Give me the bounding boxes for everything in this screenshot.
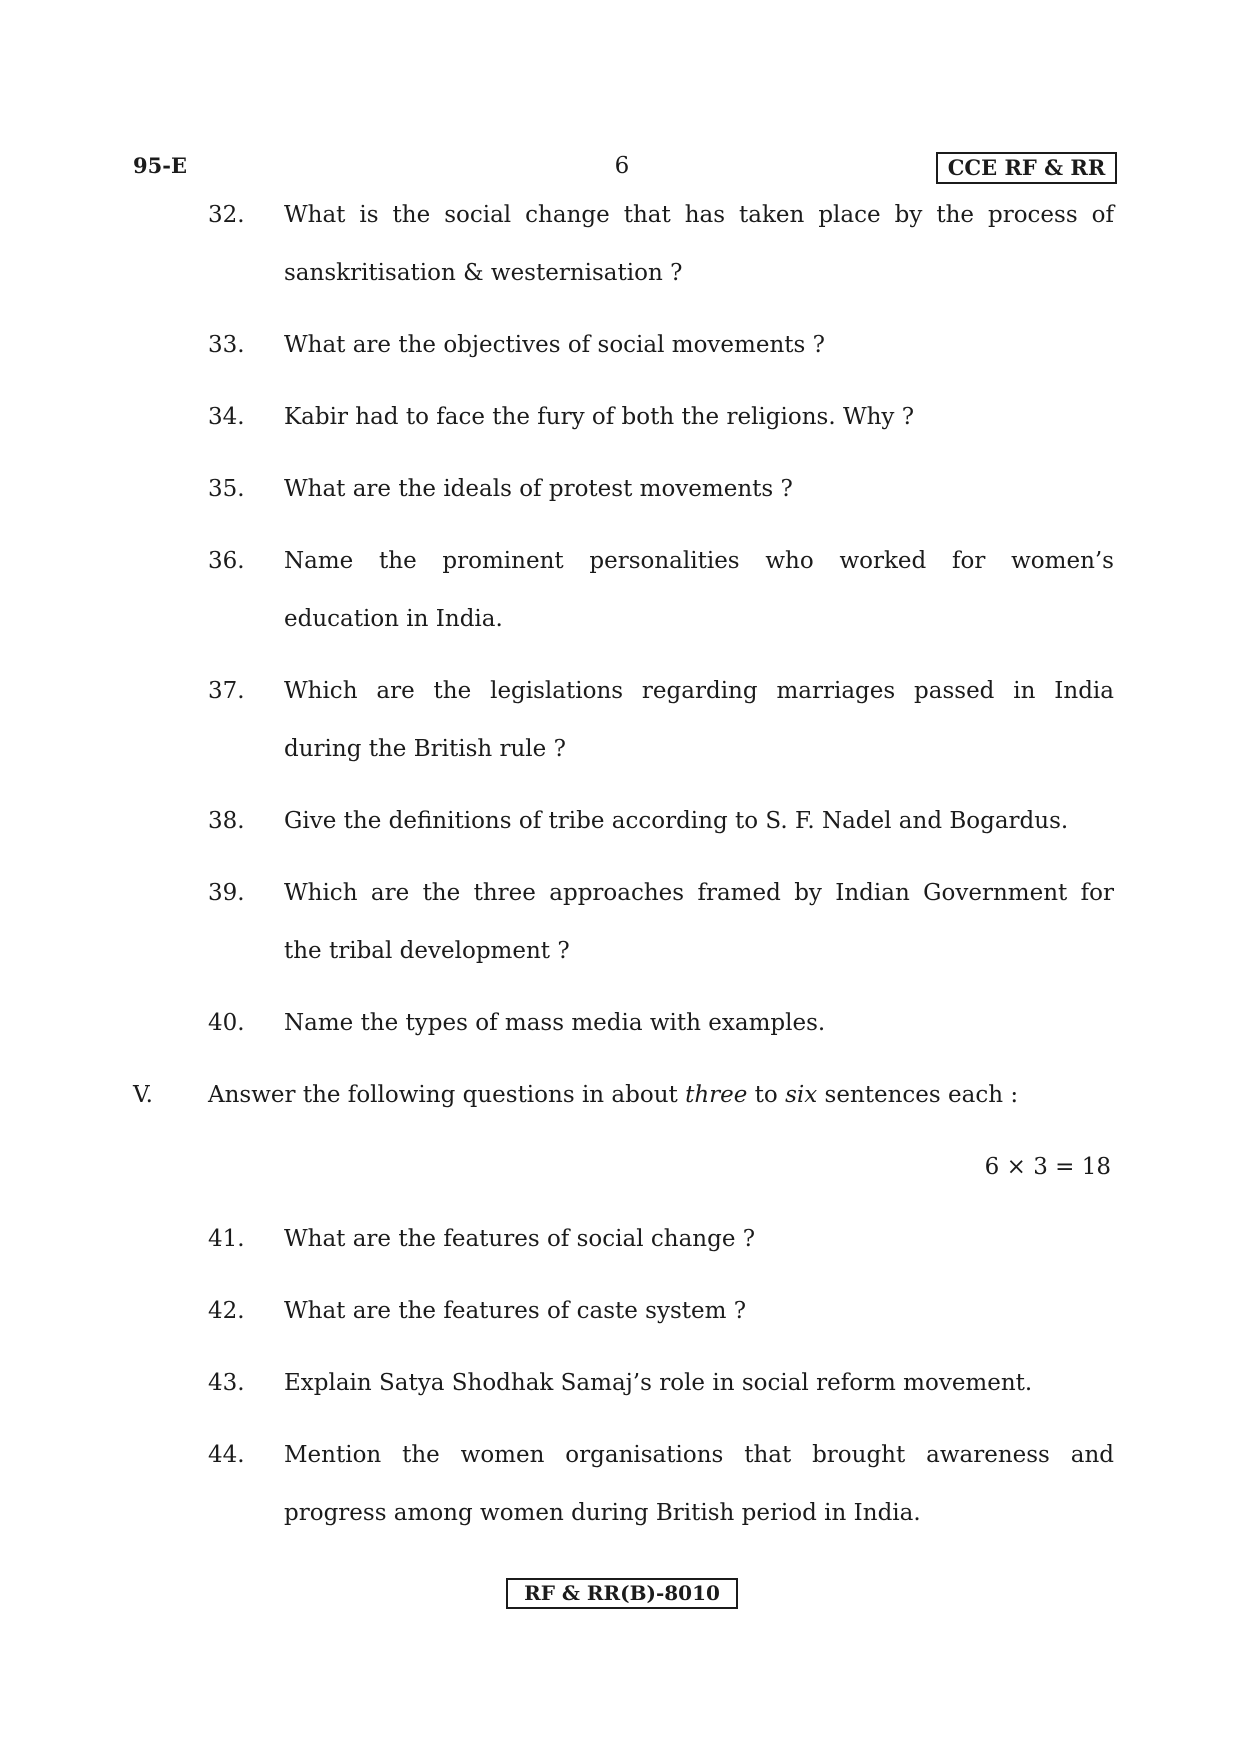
question-number: 33. [208,332,245,358]
question-43 [0,1354,1241,1412]
question-line: Name the types of mass media with examples. [284,1010,826,1036]
question-list [0,186,1241,1556]
exam-label-box: CCE RF & RR [936,152,1117,184]
question-line: education in India. [284,606,503,632]
question-line: Which are the three approaches framed by Indian Government for [284,880,1114,906]
question-33 [0,316,1241,374]
question-line: Explain Satya Shodhak Samaj’s role in social reform movement. [284,1370,1033,1396]
section-v-heading [0,1066,1241,1124]
question-text [284,388,1114,446]
question-text [284,1210,1114,1268]
question-number: 32. [208,202,245,228]
question-number: 44. [208,1442,245,1468]
question-line: the tribal development ? [284,938,570,964]
question-40 [0,994,1241,1052]
question-32 [0,186,1241,302]
question-42 [0,1282,1241,1340]
instruction-text: to [747,1082,786,1108]
question-38 [0,792,1241,850]
question-text [284,186,1114,302]
instruction-text: sentences each : [817,1082,1019,1108]
question-number: 36. [208,548,245,574]
question-text [284,316,1114,374]
question-line: sanskritisation & westernisation ? [284,260,683,286]
section-marks-row [0,1138,1241,1196]
question-line: Kabir had to face the fury of both the religions. Why ? [284,404,915,430]
question-text [284,532,1114,648]
question-number: 37. [208,678,245,704]
question-34 [0,388,1241,446]
question-line: What is the social change that has taken place by the process of [284,202,1114,228]
question-text [284,864,1114,980]
instruction-emphasis: three [685,1082,748,1108]
question-line: Mention the women organisations that brought awareness and [284,1442,1114,1468]
question-number: 34. [208,404,245,430]
question-line: during the British rule ? [284,736,566,762]
question-line: progress among women during British period in India. [284,1500,921,1526]
question-number: 39. [208,880,245,906]
instruction-emphasis: six [785,1082,818,1108]
question-text [284,1426,1114,1542]
question-number: 42. [208,1298,245,1324]
question-number: 35. [208,476,245,502]
question-text [284,662,1114,778]
question-39 [0,864,1241,980]
question-line: What are the ideals of protest movements ? [284,476,793,502]
question-text [284,1354,1114,1412]
question-line: What are the features of caste system ? [284,1298,747,1324]
question-text [284,460,1114,518]
question-text [284,792,1114,850]
question-line: What are the features of social change ? [284,1226,756,1252]
question-44 [0,1426,1241,1542]
question-number: 38. [208,808,245,834]
section-instruction [208,1066,1241,1124]
question-37 [0,662,1241,778]
instruction-text: Answer the following questions in about [208,1082,686,1108]
section-marks: 6 × 3 = 18 [984,1154,1111,1180]
question-number: 43. [208,1370,245,1396]
section-numeral: V. [133,1082,153,1108]
question-36 [0,532,1241,648]
question-text [284,994,1114,1052]
question-number: 41. [208,1226,245,1252]
paper-code: 95-E [133,153,187,178]
footer-code-box: RF & RR(B)-8010 [506,1578,738,1609]
question-line: What are the objectives of social movements ? [284,332,825,358]
question-35 [0,460,1241,518]
page-number: 6 [614,153,630,179]
question-text [284,1282,1114,1340]
question-line: Which are the legislations regarding marriages passed in India [284,678,1114,704]
question-line: Give the definitions of tribe according to S. F. Nadel and Bogardus. [284,808,1069,834]
question-41 [0,1210,1241,1268]
question-number: 40. [208,1010,245,1036]
question-line: Name the prominent personalities who worked for women’s [284,548,1114,574]
